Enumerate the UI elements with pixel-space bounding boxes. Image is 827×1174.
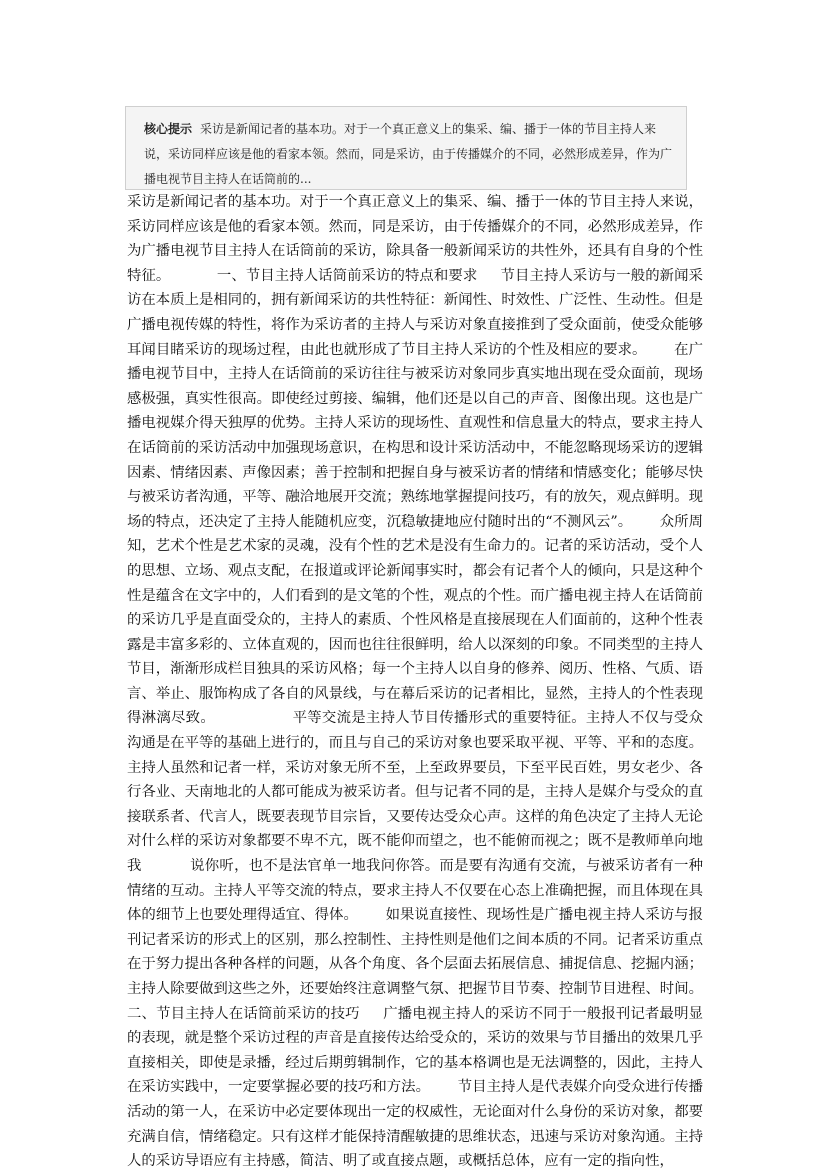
- summary-label: 核心提示: [144, 122, 193, 136]
- summary-box: [125, 106, 687, 190]
- article-body: 采访是新闻记者的基本功。对于一个真正意义上的集采、编、播于一体的节目主持人来说，采访同样应该是他的看家本领。然而，同是采访，由于传播媒介的不同，必然形成差异，作为广播电视节目主持人在话筒前的采访，除具备一般新闻采访的共性外，还具有自身的个性特征。 一、节目主持人话筒前采访的特点和要求 节目主持人采访与一般的新闻采访在本质上是相同的，拥有新闻采访的共性特征：新闻性、时效性、广泛性、生动性。但是广播电视传媒的特性，将作为采访者的主持人与采访对象直接推到了受众面前，使受众能够耳闻目睹采访的现场过程，由此也就形成了节目主持人采访的个性及相应的要求。 在广播电视节目中，主持人在话筒前的采访往往与被采访对象同步真实地出现在受众面前，现场感极强，真实性很高。即使经过剪接、编辑，他们还是以自己的声音、图像出现。这也是广播电视媒介得天独厚的优势。主持人采访的现场性、直观性和信息量大的特点，要求主持人在话筒前的采访活动中加强现场意识，在构思和设计采访活动中，不能忽略现场采访的逻辑因素、情绪因素、声像因素；善于控制和把握自身与被采访者的情绪和情感变化；能够尽快与被采访者沟通，平等、融洽地展开交流；熟练地掌握提问技巧，有的放矢，观点鲜明。现场的特点，还决定了主持人能随机应变，沉稳敏捷地应付随时出的“不测风云”。 众所周知，艺术个性是艺术家的灵魂，没有个性的艺术是没有生命力的。记者的采访活动，受个人的思想、立场、观点支配，在报道或评论新闻事实时，都会有记者个人的倾向，只是这种个性是蕴含在文字中的，人们看到的是文笔的个性，观点的个性。而广播电视主持人在话筒前的采访几乎是直面受众的，主持人的素质、个性风格是直接展现在人们面前的，这种个性表露是丰富多彩的、立体直观的，因而也往往很鲜明，给人以深刻的印象。不同类型的主持人节目，渐渐形成栏目独具的采访风格；每一个主持人以自身的修养、阅历、性格、气质、语言、举止、服饰构成了各自的风景线，与在幕后采访的记者相比，显然，主持人的个性表现得淋漓尽致。 平等交流是主持人节目传播形式的重要特征。主持人不仅与受众沟通是在平等的基础上进行的，而且与自己的采访对象也要采取平视、平等、平和的态度。 主持人虽然和记者一样，采访对象无所不至，上至政界要员，下至平民百姓，男女老少、各行各业、天南地北的人都可能成为被采访者。但与记者不同的是，主持人是媒介与受众的直接联系者、代言人，既要表现节目宗旨，又要传达受众心声。这样的角色决定了主持人无论对什么样的采访对象都要不卑不亢，既不能仰而望之，也不能俯而视之；既不是教师单向地我 说你听，也不是法官单一地我问你答。而是要有沟通有交流，与被采访者有一种情绪的互动。主持人平等交流的特点，要求主持人不仅要在心态上准确把握，而且体现在具体的细节上也要处理得适宜、得体。 如果说直接性、现场性是广播电视主持人采访与报刊记者采访的形式上的区别，那么控制性、主持性则是他们之间本质的不同。记者采访重点在于努力提出各种各样的问题，从各个角度、各个层面去拓展信息、捕捉信息、挖掘内涵；主持人除要做到这些之外，还要始终注意调整气氛、把握节目节奏、控制节目进程、时间。 二、节目主持人在话筒前采访的技巧 广播电视主持人的采访不同于一般报刊记者最明显的表现，就是整个采访过程的声音是直接传达给受众的，采访的效果与节目播出的效果几乎直接相关，即使是录播，经过后期剪辑制作，它的基本格调也是无法调整的，因此，主持人在采访实践中，一定要掌握必要的技巧和方法。 节目主持人是代表媒介向受众进行传播活动的第一人，在采访中必定要体现出一定的权威性，无论面对什么身份的采访对象，都要充满自信，情绪稳定。只有这样才能保持清醒敏捷的思维状态，迅速与采访对象沟通。主持人的采访导语应有主持感，简洁、明了或直接点题，或概括总体，应有一定的指向性，: [127, 194, 749, 1170]
- summary-text: 采访是新闻记者的基本功。对于一个真正意义上的集采、编、播于一体的节目主持人来说，采访同样应该是他的看家本领。然而，同是采访，由于传播媒介的不同，必然形成差异，作为广播电视节目主持人在话筒前的...: [144, 122, 673, 186]
